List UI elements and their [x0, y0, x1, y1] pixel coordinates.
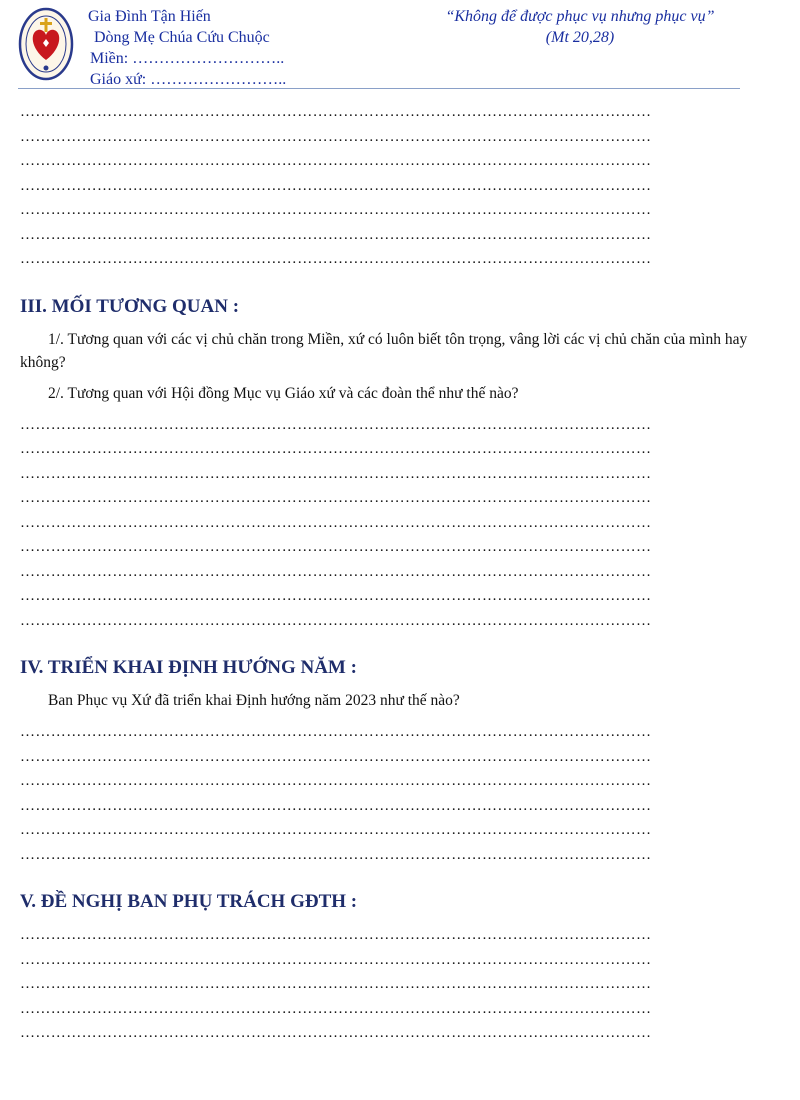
- answer-line: ……………………………………………………………………………………………………………: [20, 846, 652, 863]
- congregation-name: Dòng Mẹ Chúa Cứu Chuộc: [94, 29, 270, 46]
- page-header: [18, 6, 740, 88]
- section-heading-proposals: V. ĐỀ NGHỊ BAN PHỤ TRÁCH GĐTH :: [20, 891, 358, 912]
- answer-line: ……………………………………………………………………………………………………………: [20, 514, 652, 531]
- answer-line: ……………………………………………………………………………………………………………: [20, 724, 652, 740]
- answer-block-relationships: [20, 413, 760, 634]
- answer-block-annual-direction: [20, 720, 760, 867]
- answer-line: ……………………………………………………………………………………………………………: [20, 202, 652, 218]
- answer-line: ……………………………………………………………………………………………………………: [20, 441, 652, 457]
- answer-line: ……………………………………………………………………………………………………………: [20, 251, 652, 267]
- answer-line: ……………………………………………………………………………………………………………: [20, 797, 652, 814]
- answer-line: ……………………………………………………………………………………………………………: [20, 563, 652, 580]
- motto-block: [430, 6, 730, 48]
- section-heading-annual-direction: IV. TRIỂN KHAI ĐỊNH HƯỚNG NĂM :: [20, 657, 357, 678]
- answer-line: ……………………………………………………………………………………………………………: [20, 1025, 652, 1041]
- answer-block-continued: [20, 100, 760, 272]
- answer-line: ……………………………………………………………………………………………………………: [20, 1000, 652, 1017]
- header-divider: [18, 88, 740, 89]
- answer-line: ……………………………………………………………………………………………………………: [20, 927, 652, 943]
- question-annual-direction: Ban Phục vụ Xứ đã triển khai Định hướng năm 2023 như thế nào?: [48, 692, 460, 709]
- organization-block: [80, 6, 286, 90]
- motto-reference: (Mt 20,28): [545, 29, 615, 46]
- motto-text: “Không để được phục vụ nhưng phục vụ”: [445, 8, 715, 25]
- answer-line: ……………………………………………………………………………………………………………: [20, 153, 652, 169]
- section-heading-relationships: III. MỐI TƯƠNG QUAN :: [20, 295, 240, 317]
- answer-line: ……………………………………………………………………………………………………………: [20, 490, 652, 506]
- answer-line: ……………………………………………………………………………………………………………: [20, 177, 652, 194]
- answer-line: ……………………………………………………………………………………………………………: [20, 748, 652, 765]
- answer-line: ……………………………………………………………………………………………………………: [20, 612, 652, 629]
- answer-line: ……………………………………………………………………………………………………………: [20, 465, 652, 482]
- answer-line: ……………………………………………………………………………………………………………: [20, 773, 652, 789]
- parish-field: Giáo xứ: ……………………..: [90, 71, 287, 88]
- answer-line: ……………………………………………………………………………………………………………: [20, 416, 652, 433]
- form-body: [20, 100, 760, 1046]
- answer-block-proposals: [20, 923, 760, 1046]
- question-relationship-pastors: 1/. Tương quan với các vị chủ chăn trong Miền, xứ có luôn biết tôn trọng, vâng lời các vị chủ chăn của mình hay không?: [20, 330, 748, 371]
- congregation-logo-icon: [18, 6, 74, 82]
- answer-line: ……………………………………………………………………………………………………………: [20, 104, 652, 120]
- question-relationship-council: 2/. Tương quan với Hội đồng Mục vụ Giáo xứ và các đoàn thể như thế nào?: [48, 384, 519, 402]
- answer-line: ……………………………………………………………………………………………………………: [20, 976, 652, 992]
- answer-line: ……………………………………………………………………………………………………………: [20, 822, 652, 838]
- answer-line: ……………………………………………………………………………………………………………: [20, 539, 652, 555]
- answer-line: ……………………………………………………………………………………………………………: [20, 226, 652, 243]
- org-name: Gia Đình Tận Hiến: [88, 8, 211, 25]
- region-field: Miền: ………………………..: [90, 50, 285, 67]
- answer-line: ……………………………………………………………………………………………………………: [20, 588, 652, 604]
- answer-line: ……………………………………………………………………………………………………………: [20, 951, 652, 968]
- answer-line: ……………………………………………………………………………………………………………: [20, 128, 652, 145]
